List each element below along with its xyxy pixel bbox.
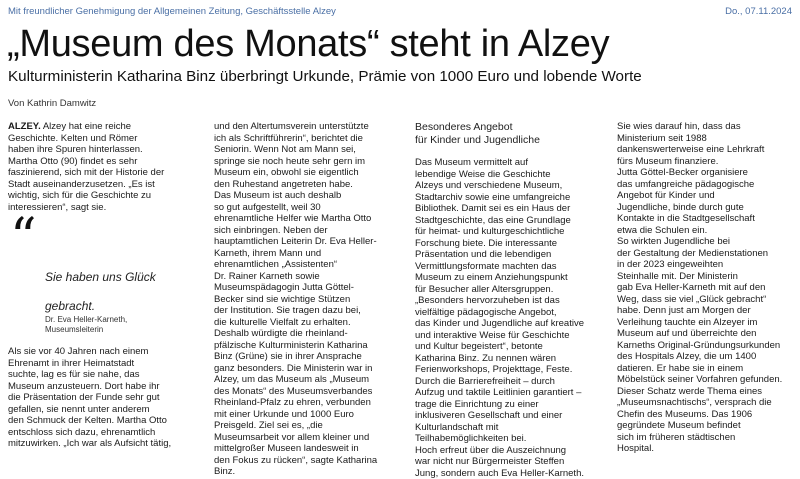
article-column-4 (617, 121, 791, 455)
source-credit: Mit freundlicher Genehmigung der Allgemeinen Zeitung, Geschäftsstelle Alzey (8, 6, 336, 17)
article-column-1 (8, 121, 190, 213)
dateline: ALZEY. (8, 121, 41, 132)
article-column-3 (415, 121, 591, 479)
subheadline: Kulturministerin Katharina Binz überbringt Urkunde, Prämie von 1000 Euro und lobende Worte (8, 68, 642, 85)
author-byline: Von Kathrin Damwitz (8, 98, 97, 109)
column-1-intro (8, 121, 190, 213)
column-1-continued: Als sie vor 40 Jahren nach einem Ehrenamt in ihrer Heimatstadt suchte, lag es für sie nahe, das Museum anzusteuern. Dort habe ihr die Präsentation der Funde sehr gut gefallen, sie nennt unter anderem den Schmuck der Kelten. Martha Otto entschloss sich dazu, ehrenamtlich mitzuwirken. „Ich war als Aufsicht tätig, (8, 346, 172, 449)
section-subheading: Besonderes Angebot für Kinder und Jugendliche (415, 121, 540, 146)
headline: „Museum des Monats“ steht in Alzey (7, 23, 610, 65)
column-3-text: Das Museum vermittelt auf lebendige Weise die Geschichte Alzeys und verschiedene Museum, Stadtarchiv sowie eine umfangreiche Bibliothek. Damit sei es ein Haus der Stadtgeschichte, das eine Grundlage für heimat- und kulturgeschichtliche Forschung biete. Die interessante Präsentation und die lebendigen Vermittlungsformate machten das Museum zu einem Anziehungspunkt für Besucher aller Altersgruppen. „Besonders hervorzuheben ist das vielfältige pädagogische Angebot, das Kinder und Jugendliche auf kreative und interaktive Weise für Geschichte und Kultur begeistert“, betonte Katharina Binz. Zu nennen wären Ferienworkshops, Projekttage, Feste. Durch die Barrierefreiheit – durch Aufzug und taktile Leitlinien garantiert – trage die Einrichtung zu einer inklusiveren Gesellschaft und einer Kulturlandschaft mit Teilhabemöglichkeiten bei. Hoch erfreut über die Auszeichnung war nicht nur Bürgermeister Steffen Jung, sondern auch Eva Heller-Karneth. (415, 157, 585, 479)
column-4-text: Sie wies darauf hin, dass das Ministerium seit 1988 dankenswerterweise eine Lehrkraft fürs Museum finanziere. Jutta Göttel-Becker organisiere das umfangreiche pädagogische Angebot für Kinder und Jugendliche, binde durch gute Kontakte in die Stadtgesellschaft etwa die Schulen ein. So wirkten Jugendliche bei der Gestaltung der Medienstationen in der 2023 eingeweihten Steinhalle mit. Der Ministerin gab Eva Heller-Karneth mit auf den Weg, dass sie viel „Glück gebracht“ habe. Denn just am Morgen der Verleihung tauchte ein Alzeyer im Museum auf und überreichte den Karneths Original-Gründungsurkunden des Hospitals Alzey, die um 1400 datieren. Er habe sie in einem Möbelstück seiner Vorfahren gefunden. Dieser Schatz werde Thema eines „Museumsnachtischs“, versprach die Chefin des Museums. Das 1906 gegründete Museum befindet sich im früheren städtischen Hospital. (617, 121, 783, 454)
publication-date: Do., 07.11.2024 (725, 6, 792, 17)
pull-quote: Sie haben uns Glück gebracht. (45, 270, 156, 313)
top-bar (8, 6, 792, 20)
column-2-text: und den Altertumsverein unterstützte ich als Schriftführerin“, berichtet die Seniorin. Wenn Not am Mann sei, springe sie noch heute sehr gern im Museum ein, obwohl sie eigentlich den Ruhestand angetreten habe. Das Museum ist auch deshalb so gut aufgestellt, weil 30 ehrenamtliche Helfer wie Martha Otto sich einbringen. Neben der hauptamtlichen Leiterin Dr. Eva Heller- Karneth, ihrem Mann und ehrenamtlichen „Assistenten“ Dr. Rainer Karneth sowie Museumspädagogin Jutta Göttel- Becker sind sie wichtige Stützen der Institution. Sie tragen dazu bei, die kulturelle Vielfalt zu erhalten. Deshalb würdigte die rheinland- pfälzische Kulturministerin Katharina Binz (Grüne) sie in ihrer Ansprache ganz besonders. Die Ministerin war in Alzey, um das Museum als „Museum des Monats“ des Museumsverbandes Rheinland-Pfalz zu ehren, verbunden mit einer Urkunde und 1000 Euro Preisgeld. Ziel sei es, „die Museumsarbeit vor allem kleiner und mittelgroßer Museen landesweit in den Fokus zu rücken“, sagte Katharina Binz. (214, 121, 378, 477)
pull-quote-attribution: Dr. Eva Heller-Karneth, Museumsleiterin (45, 315, 128, 334)
column-1-intro-text: Alzey hat eine reiche Geschichte. Kelten und Römer haben ihre Spuren hinterlassen. Martha Otto (90) findet es sehr faszinierend, sich mit der Historie der Stadt auseinanderzusetzen. „Es ist wichtig, sich für die Geschichte zu interessieren“, sagt sie. (8, 121, 165, 213)
quote-mark-icon: “ (10, 208, 37, 268)
article-column-2 (214, 121, 388, 478)
